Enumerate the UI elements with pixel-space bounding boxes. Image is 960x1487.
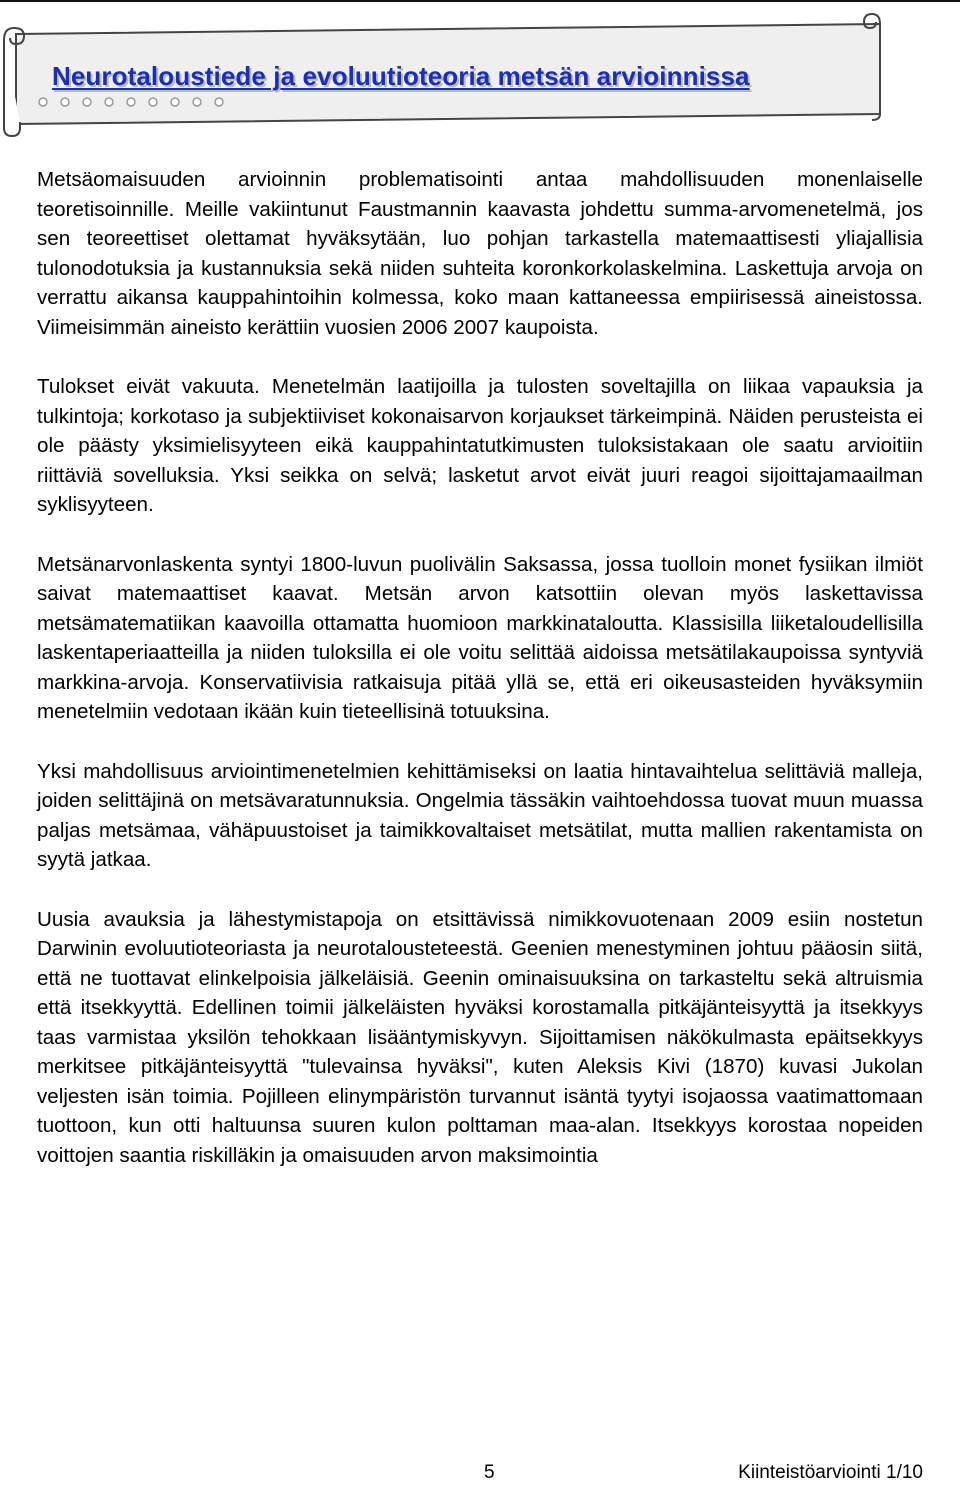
- paragraph-1: Metsäomaisuuden arvioinnin problematisointi antaa mahdollisuuden monenlaiselle teoretisoinnille. Meille vakiintunut Faustmannin kaavasta johdettu summa-arvomenetelmä, jos sen teoreettiset olettamat hyväksytään, luo pohjan tarkastella matemaattisesti yliajallisia tulonodotuksia ja kustannuksia sekä niiden suhteita koronkorkolaskelmina. Laskettuja arvoja on verrattu aikansa kauppahintoihin kolmessa, koko maan kattaneessa empiirisessä aineistossa. Viimeisimmän aineisto kerättiin vuosien 2006 2007 kaupoista.: [37, 168, 923, 339]
- page-number: 5: [484, 1462, 495, 1483]
- paragraph-4: Yksi mahdollisuus arviointimenetelmien kehittämiseksi on laatia hintavaihtelua selittäviä malleja, joiden selittäjinä on metsävaratunnuksia. Ongelmia tässäkin vaihtoehdossa tuovat muun muassa paljas metsämaa, vähäpuustoiset ja taimikkovaltaiset metsätilat, mutta mallien rakentamista on syytä jatkaa.: [37, 759, 923, 871]
- paragraph-3: Metsänarvonlaskenta syntyi 1800-luvun puolivälin Saksassa, jossa tuolloin monet fysiikan ilmiöt saivat matemaattiset kaavat. Metsän arvon katsottiin olevan myös laskettavissa metsämatematiikan kaavoilla ottamatta huomioon markkinataloutta. Klassisilla liiketaloudellisilla laskentaperiaatteilla ja niiden tuloksilla ei ole voitu selittää aidoissa metsätilakaupoissa syntyviä markkina-arvoja. Konservatiivisia ratkaisuja pitää yllä se, että eri oikeusasteiden hyväksymiin menetelmiin vedotaan ikään kuin tieteellisinä totuuksina.: [37, 552, 923, 723]
- footer-label: Kiinteistöarviointi 1/10: [738, 1462, 923, 1483]
- decorative-dots: [39, 98, 223, 106]
- body-text: [37, 165, 923, 1200]
- top-rule: [0, 0, 960, 2]
- paragraph-2: Tulokset eivät vakuuta. Menetelmän laatijoilla ja tulosten soveltajilla on liikaa vapauksia ja tulkintoja; korkotaso ja subjektiiviset kokonaisarvon korjaukset tärkeimpinä. Näiden perusteista ei ole päästy yksimielisyyteen eikä kauppahintatutkimusten tuloksistakaan ole saatu arvioitiin riittäviä sovelluksia. Yksi seikka on selvä; lasketut arvot eivät juuri reagoi sijoittajamaailman syklisyyteen.: [37, 375, 923, 516]
- paragraph-5: Uusia avauksia ja lähestymistapoja on etsittävissä nimikkovuotenaan 2009 esiin nostetun Darwinin evoluutioteoriasta ja neurotalousteteestä. Geenien menestyminen johtuu pääosin siitä, että ne tuottavat elinkelpoisia jälkeläisiä. Geenin ominaisuuksina on tarkasteltu sekä altruismia että itsekkyyttä. Edellinen toimii jälkeläisten hyväksi korostamalla pitkäjänteisyyttä ja itsekkyys taas varmistaa yksilön tehokkaan lisääntymiskyvyn. Sijoittamisen näkökulmasta epäitsekkyys merkitsee pitkäjänteisyyttä "tulevainsa hyväksi", kuten Aleksis Kivi (1870) kuvasi Jukolan veljesten isän toimia. Pojilleen elinympäristön turvannut isäntä tyytyi isojaossa vaatimattomaan tuottoon, kun otti haltuunsa suuren kulon polttaman maa-alan. Itsekkyys korostaa nopeiden voittojen saantia riskilläkin ja omaisuuden arvon maksimointia: [37, 907, 923, 1167]
- page-title: Neurotaloustiede ja evoluutioteoria metsän arvioinnissa: [52, 61, 750, 91]
